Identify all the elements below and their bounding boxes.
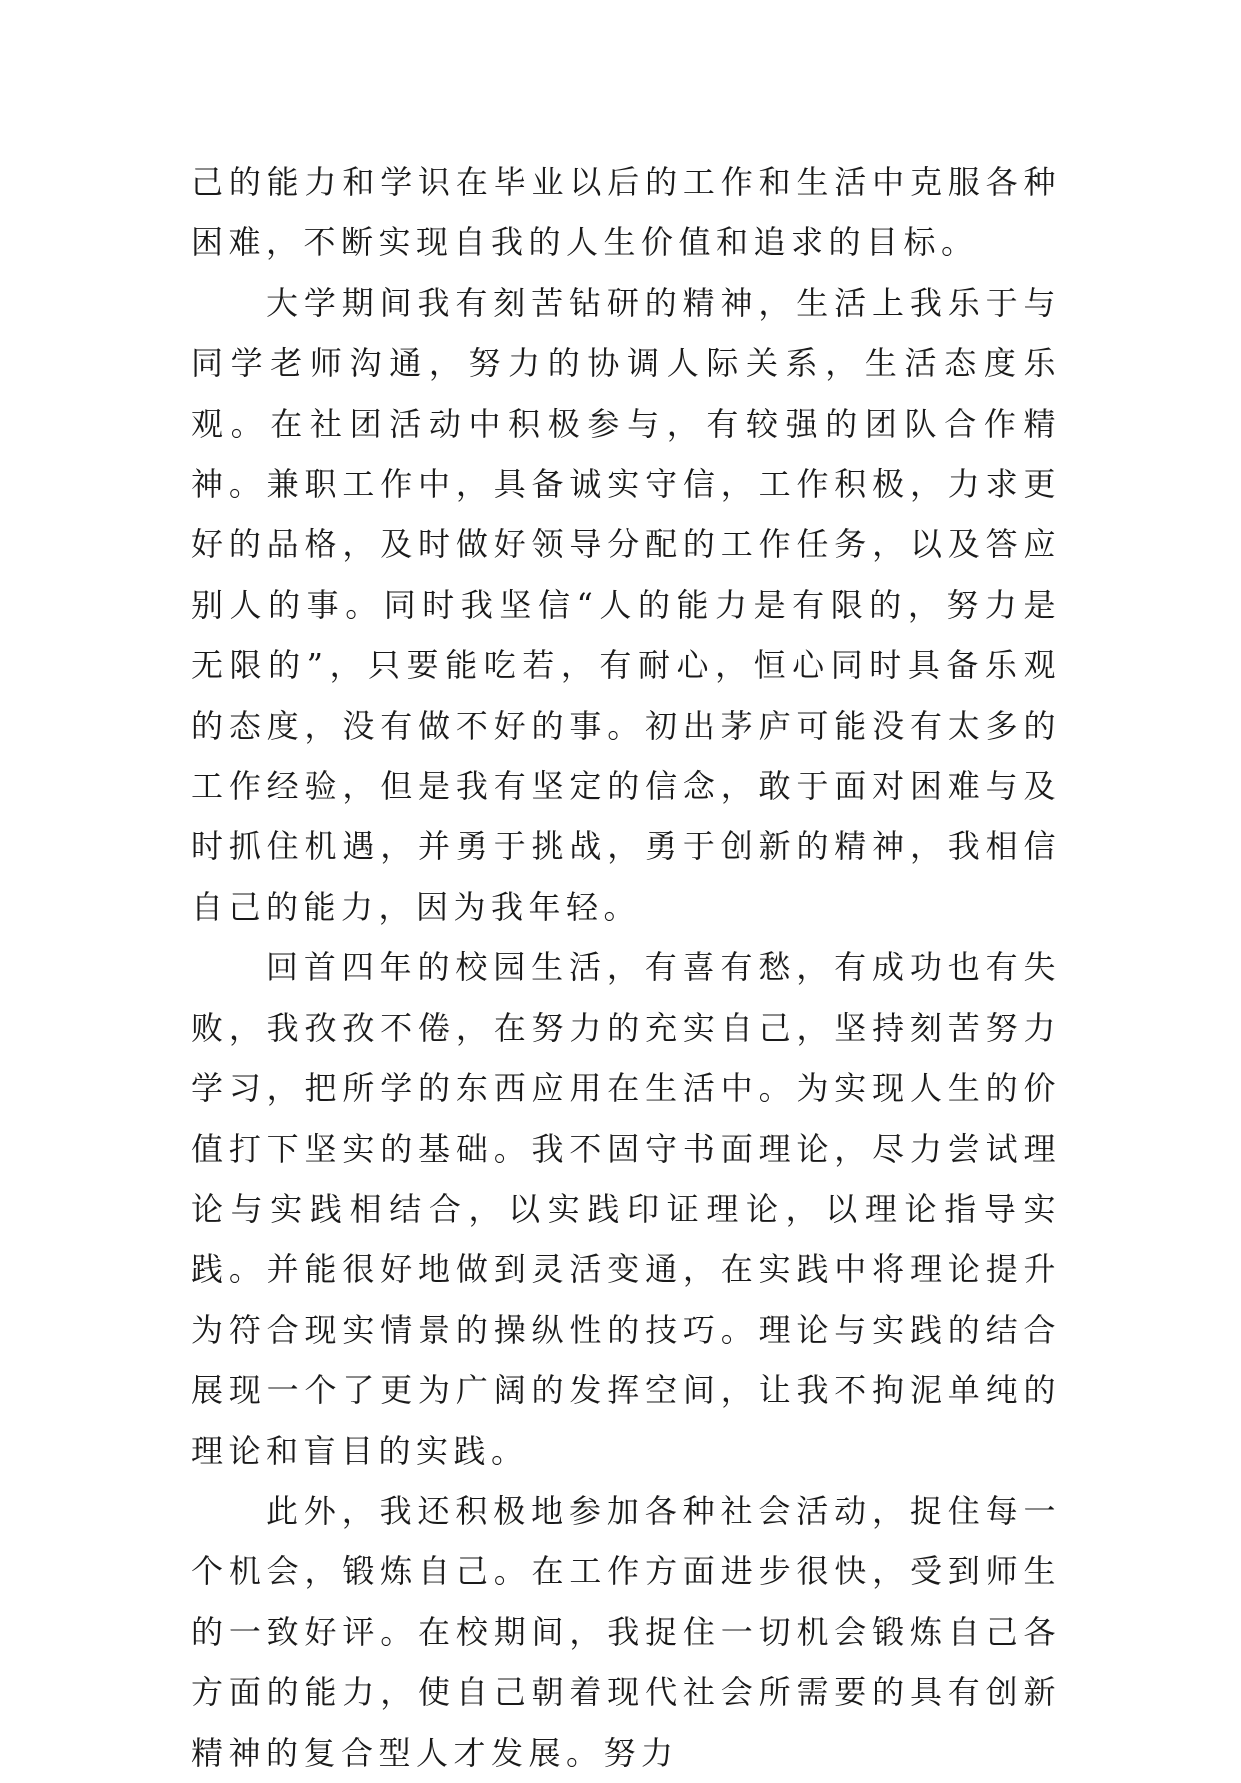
document-body [191, 152, 1061, 1783]
paragraph-2: 大学期间我有刻苦钻研的精神，生活上我乐于与同学老师沟通，努力的协调人际关系，生活态度乐观。在社团活动中积极参与，有较强的团队合作精神。兼职工作中，具备诚实守信，工作积极，力求更好的品格，及时做好领导分配的工作任务，以及答应别人的事。同时我坚信“人的能力是有限的，努力是无限的”，只要能吃若，有耐心，恒心同时具备乐观的态度，没有做不好的事。初出茅庐可能没有太多的工作经验，但是我有坚定的信念，敢于面对困难与及时抓住机遇，并勇于挑战，勇于创新的精神，我相信自己的能力，因为我年轻。 [191, 283, 1061, 926]
paragraph-4: 此外，我还积极地参加各种社会活动，捉住每一个机会，锻炼自己。在工作方面进步很快，受到师生的一致好评。在校期间，我捉住一切机会锻炼自己各方面的能力，使自己朝着现代社会所需要的具有创新精神的复合型人才发展。努力 [191, 1491, 1061, 1772]
paragraph-1: 己的能力和学识在毕业以后的工作和生活中克服各种困难，不断实现自我的人生价值和追求的目标。 [191, 163, 1061, 262]
paragraph-3: 回首四年的校园生活，有喜有愁，有成功也有失败，我孜孜不倦，在努力的充实自己，坚持刻苦努力学习，把所学的东西应用在生活中。为实现人生的价值打下坚实的基础。我不固守书面理论，尽力尝试理论与实践相结合，以实践印证理论，以理论指导实践。并能很好地做到灵活变通，在实践中将理论提升为符合现实情景的操纵性的技巧。理论与实践的结合展现一个了更为广阔的发挥空间，让我不拘泥单纯的理论和盲目的实践。 [191, 948, 1061, 1470]
